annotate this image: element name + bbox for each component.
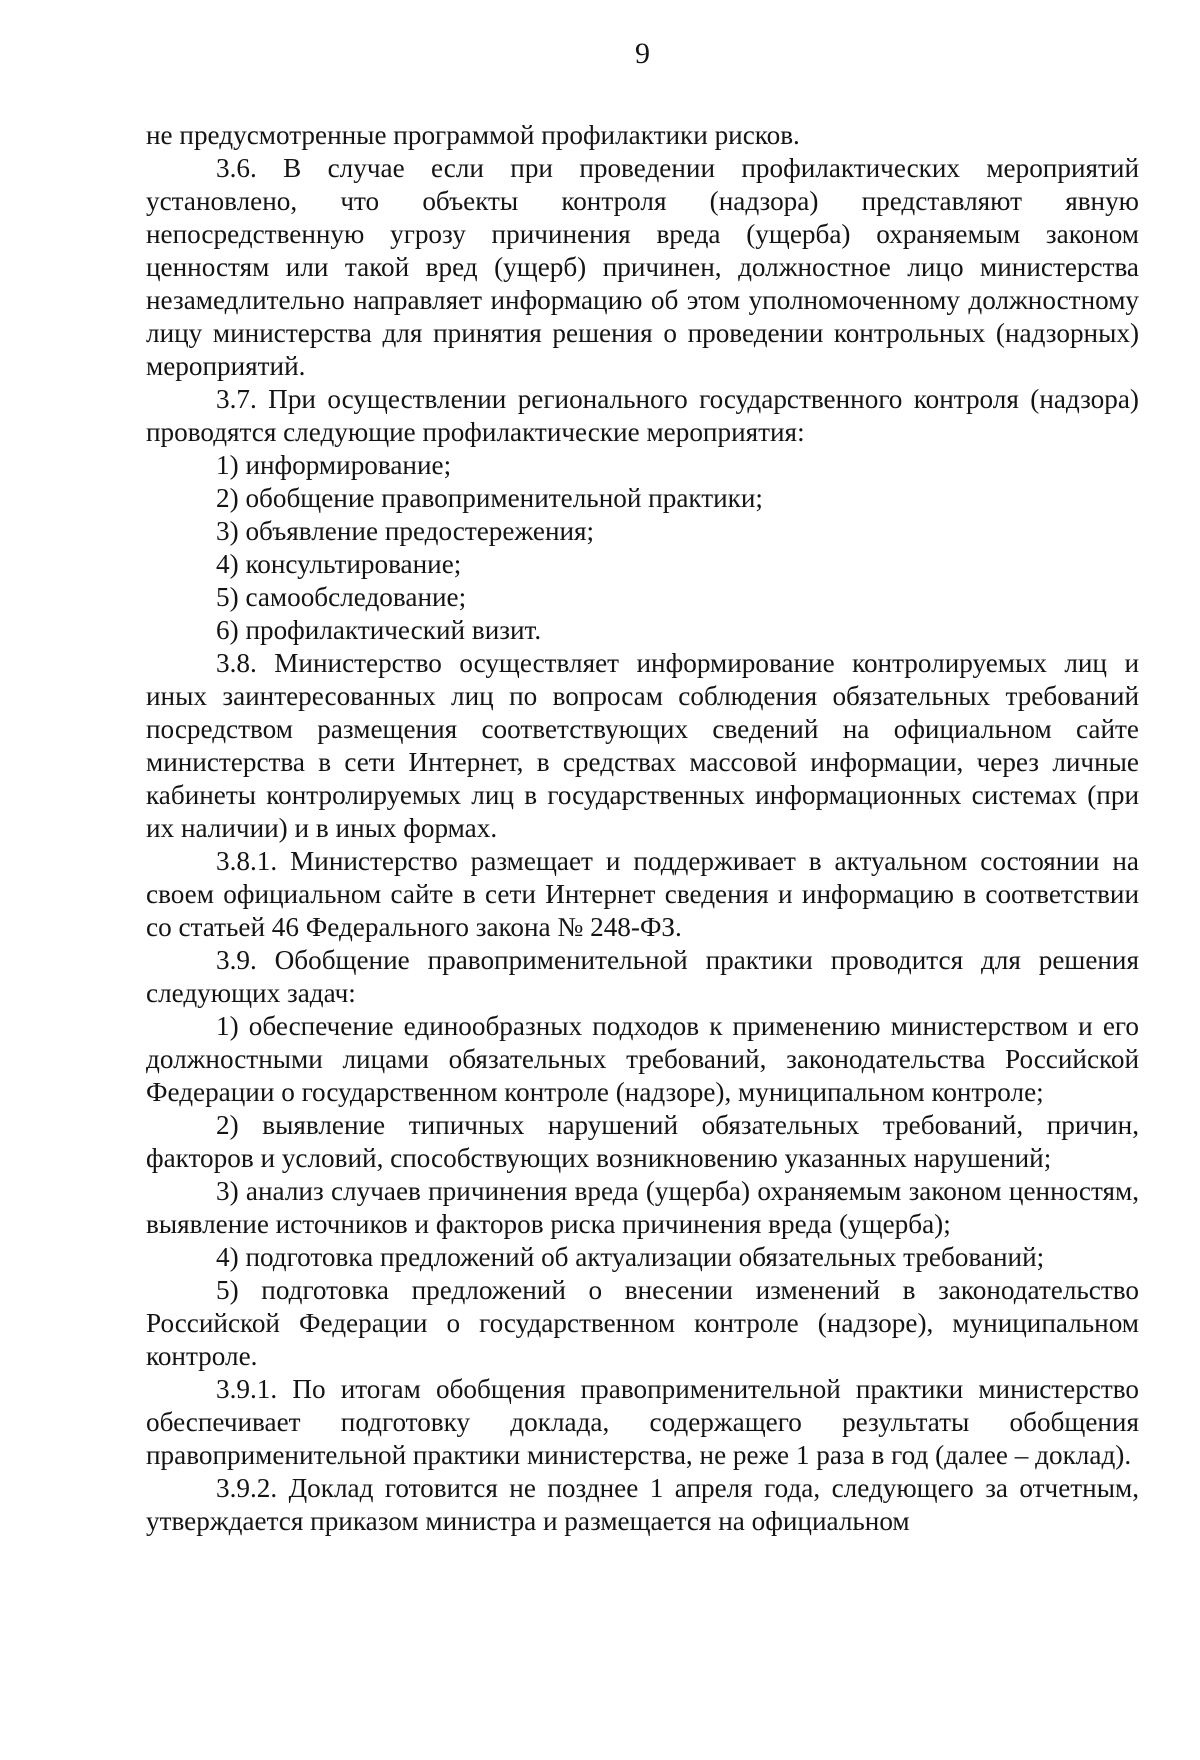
list-item: 4) подготовка предложений об актуализации обязательных требований; [216,1242,1045,1272]
paragraph-3-8: 3.8. Министерство осуществляет информирование контролируемых лиц и иных заинтересованных лиц по вопросам соблюдения обязательных требований посредством размещения соответствующих сведений на официальном сайте министерства в сети Интернет, в средствах массовой информации, через личные кабинеты контролируемых лиц в государственных информационных системах (при их наличии) и в иных формах. [146,648,1139,843]
list-item: 4) консультирование; [216,549,462,579]
paragraph-3-8-1: 3.8.1. Министерство размещает и поддерживает в актуальном состоянии на своем официальном сайте в сети Интернет сведения и информацию в соответствии со статьей 46 Федерального закона № 248-ФЗ. [146,846,1139,942]
list-item: 3) объявление предостережения; [216,516,595,546]
list-item: 5) самообследование; [216,582,467,612]
list-item: 2) обобщение правоприменительной практики; [216,483,763,513]
paragraph-3-7: 3.7. При осуществлении регионального государственного контроля (надзора) проводятся следующие профилактические мероприятия: [146,384,1139,447]
list-item: 5) подготовка предложений о внесении изменений в законодательство Российской Федерации о государственном контроле (надзоре), муниципальном контроле. [146,1275,1139,1371]
list-item: 1) информирование; [216,450,452,480]
list-item: 2) выявление типичных нарушений обязательных требований, причин, факторов и условий, способствующих возникновению указанных нарушений; [146,1110,1139,1173]
list-item: 1) обеспечение единообразных подходов к применению министерством и его должностными лицами обязательных требований, законодательства Российской Федерации о государственном контроле (надзоре), муниципальном контроле; [146,1011,1139,1107]
paragraph-3-9: 3.9. Обобщение правоприменительной практики проводится для решения следующих задач: [146,945,1139,1008]
paragraph-3-9-1: 3.9.1. По итогам обобщения правоприменительной практики министерство обеспечивает подготовку доклада, содержащего результаты обобщения правоприменительной практики министерства, не реже 1 раза в год (далее – доклад). [146,1374,1139,1470]
paragraph-3-6: 3.6. В случае если при проведении профилактических мероприятий установлено, что объекты контроля (надзора) представляют явную непосредственную угрозу причинения вреда (ущерба) охраняемым законом ценностям или такой вред (ущерб) причинен, должностное лицо министерства незамедлительно направляет информацию об этом уполномоченному должностному лицу министерства для принятия решения о проведении контрольных (надзорных) мероприятий. [146,153,1139,381]
paragraph-3-9-2: 3.9.2. Доклад готовится не позднее 1 апреля года, следующего за отчетным, утверждается приказом министра и размещается на официальном [146,1473,1139,1536]
document-body [146,119,1139,1538]
page-number: 9 [635,37,650,70]
list-item: 6) профилактический визит. [216,615,542,645]
paragraph-continuation: не предусмотренные программой профилактики рисков. [146,120,800,150]
list-item: 3) анализ случаев причинения вреда (ущерба) охраняемым законом ценностям, выявление источников и факторов риска причинения вреда (ущерба); [146,1176,1139,1239]
